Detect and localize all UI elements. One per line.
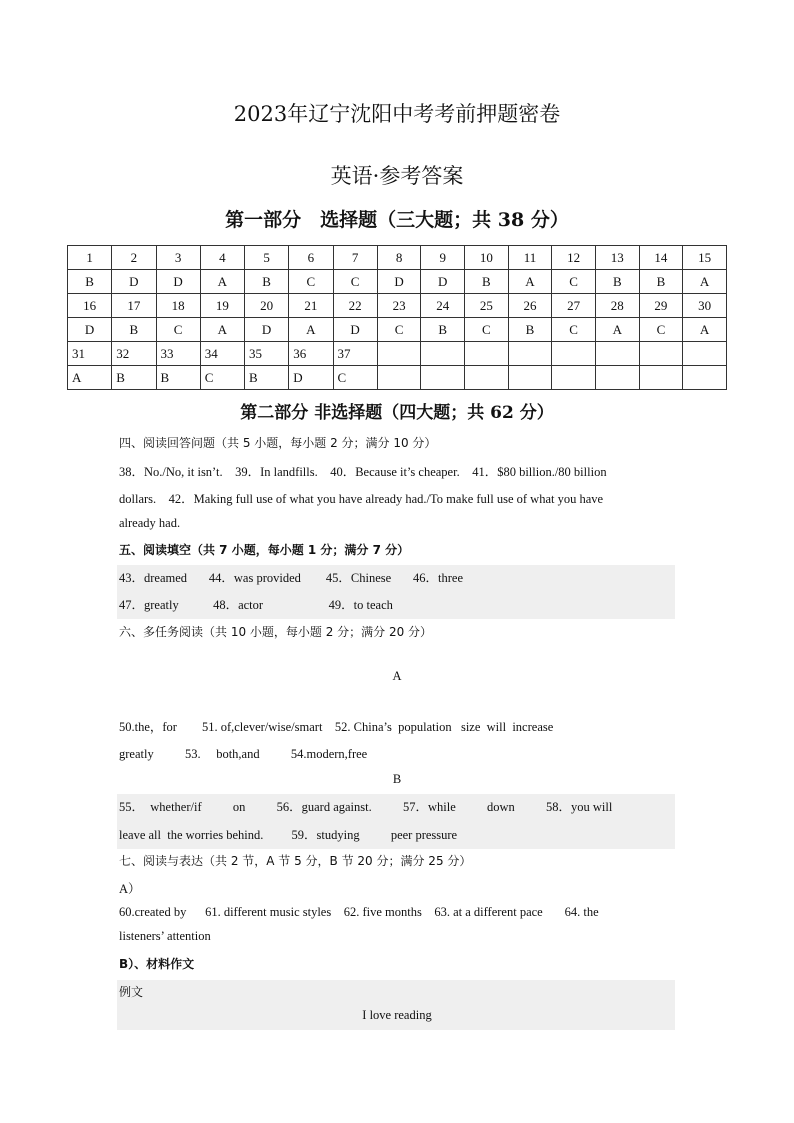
answer-table-cell: 31 (68, 342, 112, 366)
answer-table-cell: 23 (377, 294, 421, 318)
answer-table-cell: 7 (333, 246, 377, 270)
answer-table-cell (639, 366, 683, 390)
answer-table-cell: D (112, 270, 156, 294)
answer-table-cell: B (508, 318, 552, 342)
example-title: I love reading (362, 1008, 432, 1022)
answer-table-cell: B (68, 270, 112, 294)
section6-heading: 六、多任务阅读（共 10 小题，每小题 2 分；满分 20 分） (119, 625, 433, 639)
section6-b-line1: 55． whether/if on 56．guard against. 57．while down 58．you will (119, 800, 613, 814)
answer-table-cell: 4 (200, 246, 244, 270)
answer-table-cell: C (639, 318, 683, 342)
answer-table-cell: 13 (595, 246, 639, 270)
answer-table-cell: 19 (200, 294, 244, 318)
section6-b-line2: leave all the worries behind. 59．studying peer pressure (119, 828, 458, 842)
section6-a-line2: greatly 53. both,and 54.modern,free (119, 747, 368, 761)
answer-table-cell: B (112, 366, 156, 390)
answer-table-cell: A (200, 270, 244, 294)
answer-table-cell: B (465, 270, 509, 294)
document-subtitle: 英语·参考答案 (330, 164, 464, 188)
answer-table-cell: 27 (552, 294, 596, 318)
answer-table-cell: 12 (552, 246, 596, 270)
answer-table-cell: 36 (289, 342, 333, 366)
answer-table-cell (508, 342, 552, 366)
part2-heading: 第二部分 非选择题（四大题；共 62 分） (240, 403, 554, 423)
answer-table-cell: B (156, 366, 200, 390)
section6-part-b-label: B (392, 772, 402, 786)
answer-table-cell: D (156, 270, 200, 294)
answer-table-cell (465, 366, 509, 390)
section7-heading: 七、阅读与表达（共 2 节，A 节 5 分，B 节 20 分；满分 25 分） (119, 854, 472, 868)
answer-table-cell: 33 (156, 342, 200, 366)
answer-table-cell: C (200, 366, 244, 390)
answer-table-cell: C (465, 318, 509, 342)
answer-table-cell: 5 (245, 246, 289, 270)
section4-heading: 四、阅读回答问题（共 5 小题，每小题 2 分；满分 10 分） (119, 436, 437, 450)
answer-table-cell: 26 (508, 294, 552, 318)
answer-table-cell: 32 (112, 342, 156, 366)
answer-table-cell: 25 (465, 294, 509, 318)
answer-table-cell: A (595, 318, 639, 342)
answer-table-cell (683, 366, 727, 390)
answer-table-cell: 30 (683, 294, 727, 318)
answer-table-cell: D (289, 366, 333, 390)
answer-table-row (68, 342, 727, 366)
answer-table-cell: A (683, 318, 727, 342)
answer-table-cell (421, 342, 465, 366)
answer-table-row (68, 270, 727, 294)
answer-table-cell: C (377, 318, 421, 342)
section5-answers-line1: 43．dreamed 44．was provided 45．Chinese 46．three (119, 571, 464, 585)
section7-a-line1: 60.created by 61. different music styles 62. five months 63. at a different pace 64. the (119, 905, 599, 919)
answer-table-cell (683, 342, 727, 366)
part1-heading: 第一部分 选择题（三大题；共 38 分） (225, 209, 569, 231)
answer-table-cell: D (377, 270, 421, 294)
answer-table-cell: 28 (595, 294, 639, 318)
answer-table-cell: 6 (289, 246, 333, 270)
section4-answers-line2: dollars. 42．Making full use of what you have already had./To make full use of what you have (119, 492, 604, 506)
answer-table-cell: 8 (377, 246, 421, 270)
answer-table-cell: 29 (639, 294, 683, 318)
answer-table-cell: 16 (68, 294, 112, 318)
answer-table-cell: A (508, 270, 552, 294)
answer-table-cell: 22 (333, 294, 377, 318)
answer-table-cell: 3 (156, 246, 200, 270)
answer-table-cell: 37 (333, 342, 377, 366)
answer-table-cell: C (552, 318, 596, 342)
answer-table-cell: 11 (508, 246, 552, 270)
answer-table-cell (377, 366, 421, 390)
answer-table-cell: C (156, 318, 200, 342)
section4-answers-line1: 38．No./No, it isn’t. 39．In landfills. 40．Because it’s cheaper. 41．$80 billion./80 billion (119, 465, 607, 479)
answer-table-cell: 2 (112, 246, 156, 270)
section6-part-a-label: A (392, 669, 402, 683)
answer-table-cell: B (639, 270, 683, 294)
answer-table-cell: 34 (200, 342, 244, 366)
answer-table-cell: B (245, 270, 289, 294)
answer-table-cell (595, 342, 639, 366)
section5-answers-line2: 47．greatly 48．actor 49．to teach (119, 598, 393, 612)
section6-a-line1: 50.the，for 51. of,clever/wise/smart 52. China’s population size will increase (119, 720, 554, 734)
answer-table-cell: B (421, 318, 465, 342)
section7-part-b-label: B）、材料作文 (119, 957, 195, 971)
answer-table-cell: 35 (245, 342, 289, 366)
answer-table-cell (421, 366, 465, 390)
answer-table-cell (552, 366, 596, 390)
answer-table-cell: B (595, 270, 639, 294)
answer-table-cell: 21 (289, 294, 333, 318)
answer-table-cell: A (683, 270, 727, 294)
answer-table-row (68, 246, 727, 270)
answer-table-cell (377, 342, 421, 366)
section7-a-line2: listeners’ attention (119, 929, 211, 943)
answer-table-cell: 14 (639, 246, 683, 270)
answer-table-cell: 20 (245, 294, 289, 318)
answer-table (67, 245, 727, 390)
answer-table-cell: 17 (112, 294, 156, 318)
answer-table-cell: C (333, 270, 377, 294)
answer-table-cell: C (333, 366, 377, 390)
answer-table-cell: D (245, 318, 289, 342)
answer-table-cell: D (68, 318, 112, 342)
answer-table-cell: 15 (683, 246, 727, 270)
section5-heading: 五、阅读填空（共 7 小题，每小题 1 分；满分 7 分） (119, 543, 410, 557)
example-label: 例文 (119, 985, 144, 999)
answer-table-cell: 24 (421, 294, 465, 318)
answer-table-cell: B (112, 318, 156, 342)
answer-table-cell: A (68, 366, 112, 390)
answer-table-cell (595, 366, 639, 390)
answer-table-cell: 10 (465, 246, 509, 270)
answer-table-cell (465, 342, 509, 366)
answer-table-cell: C (289, 270, 333, 294)
answer-table-cell: B (245, 366, 289, 390)
section7-part-a-label: A） (119, 882, 141, 896)
answer-table-row (68, 294, 727, 318)
answer-table-cell: 18 (156, 294, 200, 318)
answer-table-cell: D (333, 318, 377, 342)
answer-table-row (68, 318, 727, 342)
answer-table-cell: C (552, 270, 596, 294)
answer-table-cell (639, 342, 683, 366)
answer-table-cell: D (421, 270, 465, 294)
answer-table-cell: A (200, 318, 244, 342)
answer-table-cell: 9 (421, 246, 465, 270)
answer-table-cell (508, 366, 552, 390)
answer-table-cell: A (289, 318, 333, 342)
section4-answers-line3: already had. (119, 516, 181, 530)
document-title: 2023年辽宁沈阳中考考前押题密卷 (233, 102, 561, 126)
answer-table-cell (552, 342, 596, 366)
answer-table-row (68, 366, 727, 390)
answer-table-cell: 1 (68, 246, 112, 270)
